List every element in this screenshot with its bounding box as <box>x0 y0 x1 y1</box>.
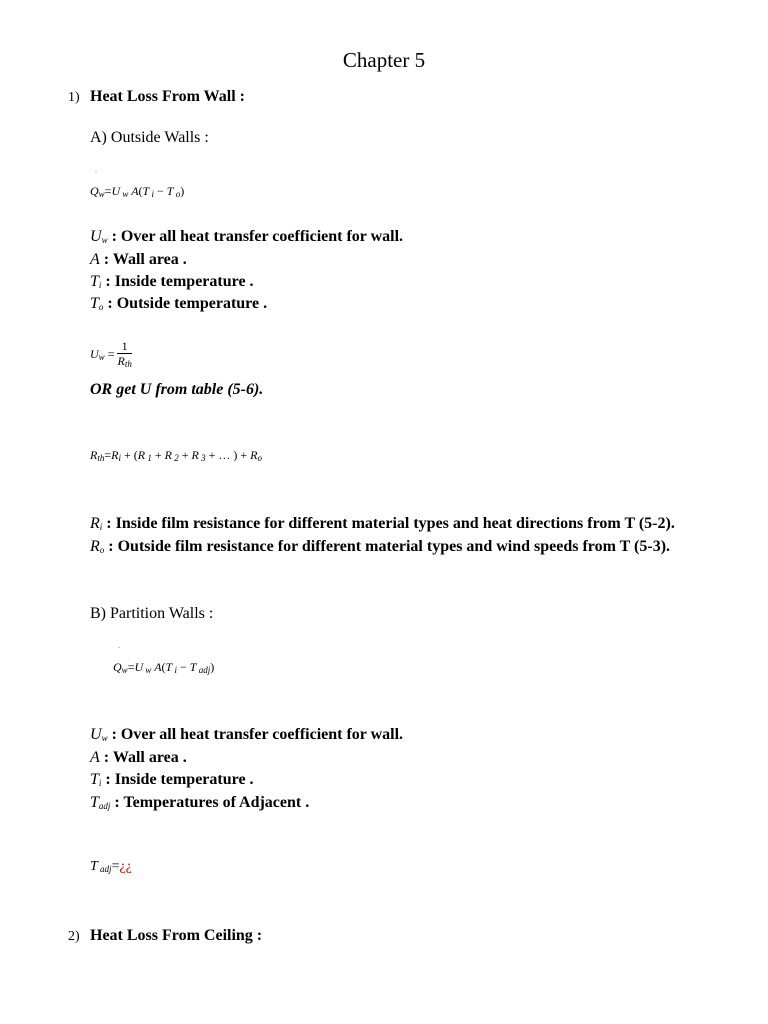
definition-area: A : Wall area . <box>90 251 187 268</box>
definition-uw: Uw : Over all heat transfer coefficient for wall. <box>90 228 404 245</box>
equation-u-from-rth: Uw = $\frac{1}{\text{Rth}}$ <box>90 339 132 369</box>
definition-to: To : Outside temperature . <box>90 295 268 312</box>
section-2-heading: Heat Loss From Ceiling : <box>90 927 263 944</box>
part-a-heading: A) Outside Walls : <box>90 129 209 146</box>
part-b-heading: B) Partition Walls : <box>90 605 214 622</box>
fraction-numerator: 1 <box>117 339 131 354</box>
section-1-heading: Heat Loss From Wall : <box>90 88 245 105</box>
equation-tadj: T adj=¿¿ <box>90 859 132 874</box>
definition-tadj: Tadj : Temperatures of Adjacent . <box>90 794 310 811</box>
equation-anchor-dot: . <box>118 641 120 650</box>
table-reference-note: OR get U from table (5-6). <box>90 381 264 398</box>
equation-heat-loss-partition-wall: Qw=U w A(T i − T adj) <box>113 660 215 675</box>
page-title: Chapter 5 <box>342 48 426 72</box>
equation-anchor-dot: . <box>95 165 97 174</box>
definition-uw-partition: Uw : Over all heat transfer coefficient for wall. <box>90 726 404 743</box>
definition-area-partition: A : Wall area . <box>90 749 187 766</box>
equation-total-resistance: Rth=Ri + (R 1 + R 2 + R 3 + … ) + Ro <box>90 448 262 463</box>
definition-ri: Ri : Inside film resistance for different material types and heat directions from T (5-2). <box>90 515 675 532</box>
broken-equation-glyphs: ¿¿ <box>119 859 132 874</box>
section-1-number: 1) <box>68 90 80 105</box>
fraction-denominator: Rth <box>117 354 132 369</box>
definition-ro: Ro : Outside film resistance for different material types and wind speeds from T (5-3). <box>90 538 671 555</box>
definition-ti: Ti : Inside temperature . <box>90 273 254 290</box>
equation-heat-loss-outside-wall: Qw=U w A(T i − T o) <box>90 184 185 199</box>
definition-ti-partition: Ti : Inside temperature . <box>90 771 254 788</box>
section-2-number: 2) <box>68 929 80 944</box>
